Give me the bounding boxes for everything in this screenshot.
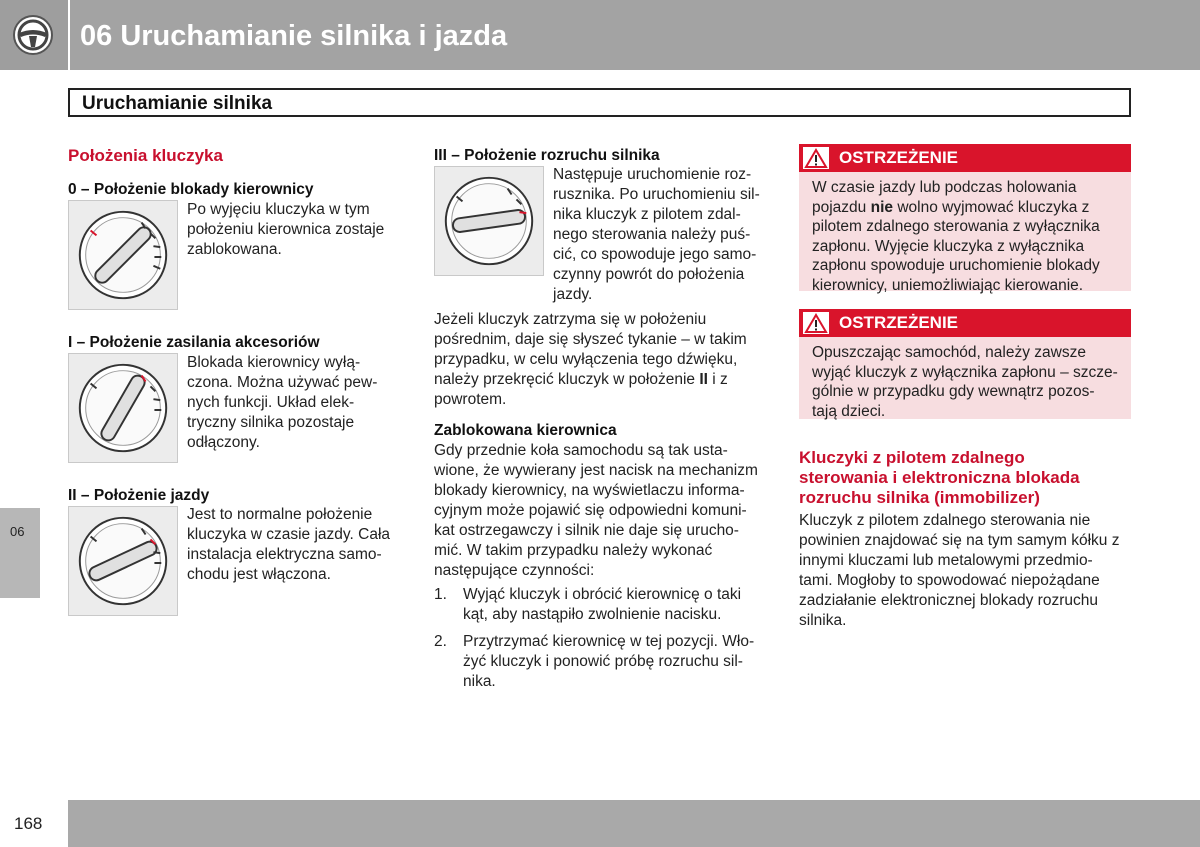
warning-title: OSTRZEŻENIE	[839, 313, 959, 332]
chapter-side-tab	[0, 508, 40, 598]
ticking-paragraph-part-2: i z powrotem.	[434, 371, 728, 408]
ignition-dial-position-ii-image	[68, 506, 178, 616]
chapter-header	[70, 0, 1200, 70]
ticking-paragraph	[434, 310, 779, 410]
section-title: Uruchamianie silnika	[82, 93, 273, 114]
list-item-number: 2.	[434, 633, 447, 650]
list-item	[434, 632, 774, 692]
position-i-title: I – Położenie zasilania akcesoriów	[68, 334, 320, 351]
list-item	[434, 585, 774, 625]
list-item-text: Wyjąć kluczyk i obrócić kierownicę o taki kąt, aby nastąpiło zwolnienie nacisku.	[463, 586, 742, 623]
position-ii-text: Jest to normalne położenie kluczyka w czasie jazdy. Cała instalacja elektryczna samo- chodu jest włączona.	[187, 506, 391, 583]
immobilizer-heading: Kluczyki z pilotem zdalnego sterowania i elektroniczna blokada rozruchu silnika (immobilizer)	[799, 448, 1080, 507]
warning-header	[799, 144, 1131, 172]
warning-triangle-icon	[803, 147, 829, 169]
ignition-dial-position-0-image	[68, 200, 178, 310]
warning-text-part-1: W czasie jazdy lub podczas holowania pojazdu	[812, 179, 1077, 216]
section-title-box	[68, 88, 1131, 117]
position-0-text: Po wyjęciu kluczyka w tym położeniu kierownica zostaje zablokowana.	[187, 201, 385, 258]
position-iii-title: III – Położenie rozruchu silnika	[434, 147, 660, 164]
steering-wheel-icon	[12, 14, 54, 56]
ticking-paragraph-part-1: Jeżeli kluczyk zatrzyma się w położeniu pośrednim, daje się słyszeć tykanie – w takim przypadku, w celu wyłączenia tego dźwięku, należy przekręcić kluczyk w położenie	[434, 311, 747, 388]
ignition-dial-position-iii-image	[434, 166, 544, 276]
warning-box	[799, 309, 1131, 419]
position-i-text: Blokada kierownicy wyłą- czona. Można używać pew- nych funkcji. Układ elek- tryczny silnika pozostaje odłączony.	[187, 354, 378, 451]
warning-title: OSTRZEŻENIE	[839, 148, 959, 167]
position-iii-text: Następuje uruchomienie roz- rusznika. Po uruchomieniu sil- nika kluczyk z pilotem zdal- nego sterowania należy puś- cić, co spowoduje jego samo- czynny powrót do położenia jazdy.	[553, 166, 760, 303]
page-number: 168	[14, 814, 43, 833]
list-item-number: 1.	[434, 586, 447, 603]
ignition-dial-position-i-image	[68, 353, 178, 463]
page-footer-bar	[68, 800, 1200, 847]
warning-text	[812, 178, 1124, 295]
key-positions-heading: Położenia kluczyka	[68, 146, 223, 165]
chapter-tab-label: 06	[10, 524, 25, 539]
warning-text-bold: nie	[870, 198, 894, 216]
list-item-text: Przytrzymać kierownicę w tej pozycji. Wło- żyć kluczyk i ponowić próbę rozruchu sil- nika.	[463, 633, 755, 690]
header-icon-panel	[0, 0, 68, 70]
ticking-paragraph-bold: II	[699, 371, 708, 388]
warning-text: Opuszczając samochód, należy zawsze wyjąć kluczyk z wyłącznika zapłonu – szcze- gólnie w przypadku gdy wewnątrz pozos- tają dzieci.	[812, 344, 1118, 420]
warning-header	[799, 309, 1131, 337]
position-0-title: 0 – Położenie blokady kierownicy	[68, 181, 314, 198]
position-ii-title: II – Położenie jazdy	[68, 487, 210, 504]
locked-steering-text: Gdy przednie koła samochodu są tak usta- wione, że wywierany jest nacisk na mechanizm blokady kierownicy, na wyświetlaczu informa- cyjnym może pojawić się odpowiedni komuni- kat ostrzegawczy i silnik nie daje się urucho- mić. W takim przypadku należy wykonać następujące czynności:	[434, 442, 758, 579]
warning-box	[799, 144, 1131, 294]
chapter-title: 06 Uruchamianie silnika i jazda	[80, 20, 508, 52]
locked-steering-heading: Zablokowana kierownica	[434, 422, 617, 439]
immobilizer-text: Kluczyk z pilotem zdalnego sterowania nie powinien znajdować się na tym samym kółku z innymi kluczami lub metalowymi przedmio- tami. Mogłoby to spowodować niepożądane zadziałanie elektronicznej blokady rozruchu silnika.	[799, 512, 1120, 629]
warning-text-part-2: wolno wyjmować kluczyka z pilotem zdalnego sterowania z wyłącznika zapłonu. Wyjęcie kluczyka z wyłącznika zapłonu spowoduje uruchomienie blokady kierownicy, uniemożliwiając kierowanie.	[812, 198, 1100, 294]
warning-triangle-icon	[803, 312, 829, 334]
